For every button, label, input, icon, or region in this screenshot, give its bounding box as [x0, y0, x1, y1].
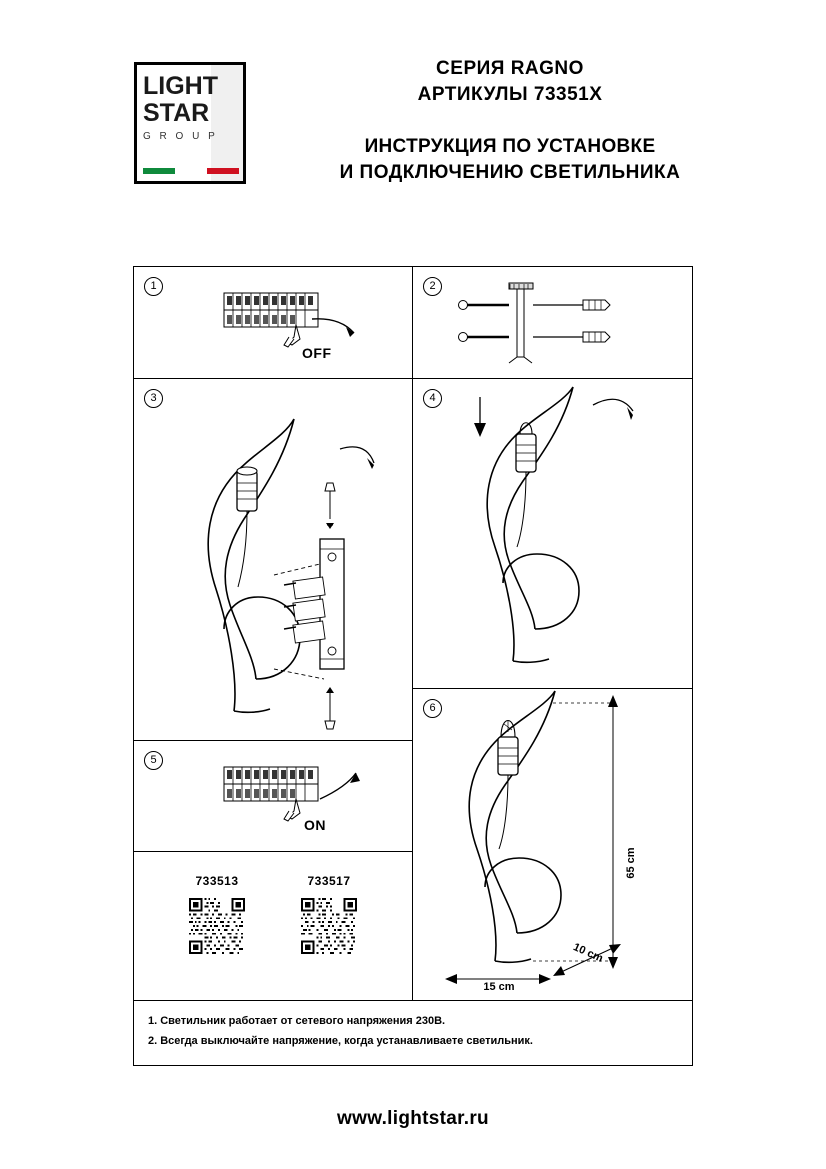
instruction-title-line1: ИНСТРУКЦИЯ ПО УСТАНОВКЕ: [364, 136, 656, 157]
logo-group-text: G R O U P: [143, 131, 218, 142]
step-1-cell: [134, 267, 413, 379]
step-1-number: 1: [144, 277, 163, 296]
step-2-illustration: [413, 267, 692, 378]
qr-code-image: [301, 898, 357, 954]
step-5-cell: [134, 741, 413, 852]
series-title: СЕРИЯ RAGNO: [436, 58, 584, 79]
page-header: [0, 0, 826, 230]
step-6-cell: [413, 689, 692, 1001]
step-4-number: 4: [423, 389, 442, 408]
qr-code-image: [189, 898, 245, 954]
instruction-title-line2: И ПОДКЛЮЧЕНИЮ СВЕТИЛЬНИКА: [339, 162, 681, 183]
italian-flag-icon: [143, 168, 239, 174]
qr-item: [177, 874, 257, 954]
qr-item: [289, 874, 369, 954]
brand-logo: [134, 62, 246, 184]
dimension-width-label: 15 cm: [483, 981, 515, 993]
step-5-number: 5: [144, 751, 163, 770]
step-6-number: 6: [423, 699, 442, 718]
dimension-height-label: 65 cm: [625, 847, 637, 879]
qr-codes-cell: [134, 852, 413, 1001]
qr-code-label: 733513: [195, 874, 239, 888]
step-4-cell: [413, 379, 692, 689]
logo-line-1: LIGHT: [143, 72, 218, 100]
step-3-cell: [134, 379, 413, 741]
article-numbers: АРТИКУЛЫ 73351X: [417, 84, 603, 105]
dimension-depth-label: 10 cm: [571, 941, 605, 965]
step-2-cell: [413, 267, 692, 379]
note-line-1: 1. Светильник работает от сетевого напряжения 230В.: [148, 1015, 446, 1027]
note-line-2: 2. Всегда выключайте напряжение, когда устанавливаете светильник.: [148, 1035, 533, 1047]
step-1-label: OFF: [302, 345, 332, 361]
logo-line-2: STAR: [143, 99, 210, 127]
footer-website: www.lightstar.ru: [337, 1108, 489, 1129]
step-4-illustration: [413, 379, 692, 688]
step-3-illustration: [134, 379, 412, 740]
qr-code-label: 733517: [307, 874, 351, 888]
step-2-number: 2: [423, 277, 442, 296]
instruction-grid: [133, 266, 693, 1066]
step-1-illustration: [134, 267, 412, 378]
step-5-illustration: [134, 741, 412, 851]
step-3-number: 3: [144, 389, 163, 408]
notes-cell: [134, 1001, 692, 1065]
step-5-label: ON: [304, 817, 326, 833]
step-6-illustration: [413, 689, 692, 1000]
